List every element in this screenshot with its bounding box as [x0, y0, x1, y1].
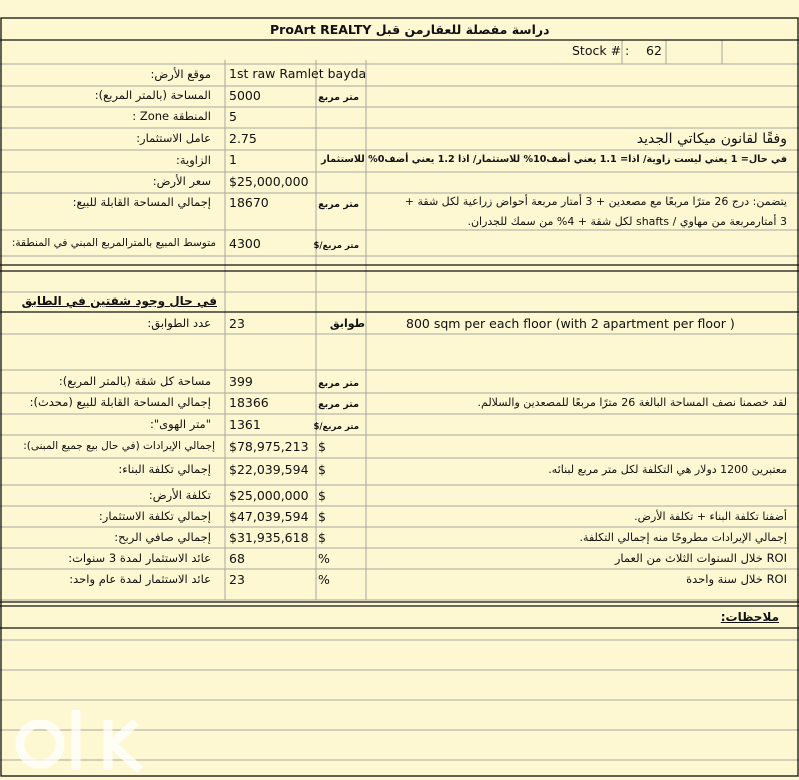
land-cost-label: تكلفة الأرض: — [148, 488, 211, 502]
angle-value: 1 — [229, 152, 237, 167]
stock-value: 62 — [646, 43, 662, 58]
investment-factor-label: عامل الاستثمار: — [136, 131, 211, 145]
investment-cost-unit: $ — [318, 509, 326, 524]
area-value: 5000 — [229, 88, 261, 103]
section2-title: في حال وجود شقتين في الطابق — [21, 294, 217, 308]
roi-3y-value: 68 — [229, 551, 245, 566]
watermark-logo-icon — [8, 700, 158, 780]
page-title: دراسة مفصلة للعقارمن قبل ProArt REALTY — [270, 22, 550, 37]
investment-cost-note: أضفنا تكلفة البناء + تكلفة الأرض. — [634, 510, 787, 523]
air-meter-label: "متر الهوى": — [149, 417, 211, 431]
land-price-label: سعر الأرض: — [152, 174, 211, 188]
air-meter-value: 1361 — [229, 417, 261, 432]
sellable-area-label: إجمالي المساحة القابلة للبيع: — [72, 195, 211, 209]
investment-factor-value: 2.75 — [229, 131, 257, 146]
land-price-value: $25,000,000 — [229, 174, 309, 189]
land-cost-value: $25,000,000 — [229, 488, 309, 503]
build-cost-unit: $ — [318, 462, 326, 477]
sellable-updated-note: لقد خصمنا نصف المساحة البالغة 26 مترًا مربعًا للمصعدين والسلالم. — [477, 396, 787, 409]
area-unit: متر مربع — [318, 92, 359, 103]
floors-unit: طوابق — [329, 317, 365, 330]
location-label: موقع الأرض: — [150, 67, 211, 81]
net-profit-note: إجمالي الإيرادات مطروحًا منه إجمالي التكلفة. — [579, 531, 787, 544]
sellable-updated-value: 18366 — [229, 395, 269, 410]
land-cost-unit: $ — [318, 488, 326, 503]
area-label: المساحة (بالمتر المربع): — [94, 88, 211, 102]
sellable-updated-unit: متر مربع — [318, 399, 359, 410]
apartment-area-unit: متر مربع — [318, 378, 359, 389]
floors-value: 23 — [229, 316, 245, 331]
net-profit-label: إجمالي صافي الربح: — [114, 530, 211, 544]
air-meter-unit: متر مربع/$ — [313, 422, 359, 432]
roi-3y-label: عائد الاستثمار لمدة 3 سنوات: — [68, 551, 211, 565]
stock-label: Stock # : — [572, 43, 630, 58]
roi-1y-note: ROI خلال سنة واحدة — [686, 572, 787, 586]
investment-cost-label: إجمالي تكلفة الاستثمار: — [98, 509, 211, 523]
sellable-area-unit: متر مربع — [318, 199, 359, 210]
revenue-unit: $ — [318, 439, 326, 454]
apartment-area-label: مساحة كل شقة (بالمتر المربع): — [58, 374, 211, 388]
notes-label: ملاحظات: — [720, 610, 779, 624]
roi-3y-note: ROI خلال السنوات الثلاث من العمار — [614, 551, 787, 565]
roi-1y-value: 23 — [229, 572, 245, 587]
sellable-area-value: 18670 — [229, 195, 269, 210]
avg-price-label: متوسط المبيع بالمترالمربع المبني في المنطقة: — [11, 237, 216, 249]
build-cost-value: $22,039,594 — [229, 462, 309, 477]
net-profit-unit: $ — [318, 530, 326, 545]
build-cost-note: معتبرين 1200 دولار هي التكلفة لكل متر مربع لبنائه. — [548, 463, 787, 476]
sellable-updated-label: إجمالي المساحة القابلة للبيع (محدث): — [29, 395, 211, 409]
roi-1y-label: عائد الاستثمار لمدة عام واحد: — [69, 572, 211, 586]
avg-price-unit: متر مربع/$ — [313, 241, 359, 251]
build-cost-label: إجمالي تكلفة البناء: — [118, 462, 211, 476]
roi-3y-unit: % — [318, 551, 330, 566]
investment-cost-value: $47,039,594 — [229, 509, 309, 524]
apartment-area-value: 399 — [229, 374, 253, 389]
mikati-law-note: وفقًا لقانون ميكاتي الجديد — [636, 131, 787, 147]
roi-1y-unit: % — [318, 572, 330, 587]
location-value: 1st raw Ramlet bayda — [229, 66, 367, 81]
floors-note: 800 sqm per each floor (with 2 apartment per floor ) — [406, 316, 735, 331]
avg-price-value: 4300 — [229, 236, 261, 251]
floors-label: عدد الطوابق: — [147, 316, 211, 330]
angle-label: الزاوية: — [175, 153, 211, 167]
zone-value: 5 — [229, 109, 237, 124]
zone-label: المنطقة Zone : — [132, 109, 211, 123]
net-profit-value: $31,935,618 — [229, 530, 309, 545]
revenue-label: إجمالي الإيرادات (في حال بيع جميع المبنى): — [23, 440, 215, 452]
revenue-value: $78,975,213 — [229, 439, 309, 454]
angle-note: في حال= 1 يعني ليست زاوية/ اذا= 1.1 يعني أضف10% للاستثمار/ اذا 1.2 يعني أضف0% للاستثمار — [321, 154, 787, 165]
sellable-note-line-1: يتضمن: درج 26 مترًا مربعًا مع مصعدين + 3 أمتار مربعة أحواض زراعية لكل شقة + — [404, 195, 787, 208]
sellable-note-line-2: 3 أمتارمربعة من مهاوي / shafts لكل شقة + 4% من سمك للجدران. — [467, 215, 787, 228]
